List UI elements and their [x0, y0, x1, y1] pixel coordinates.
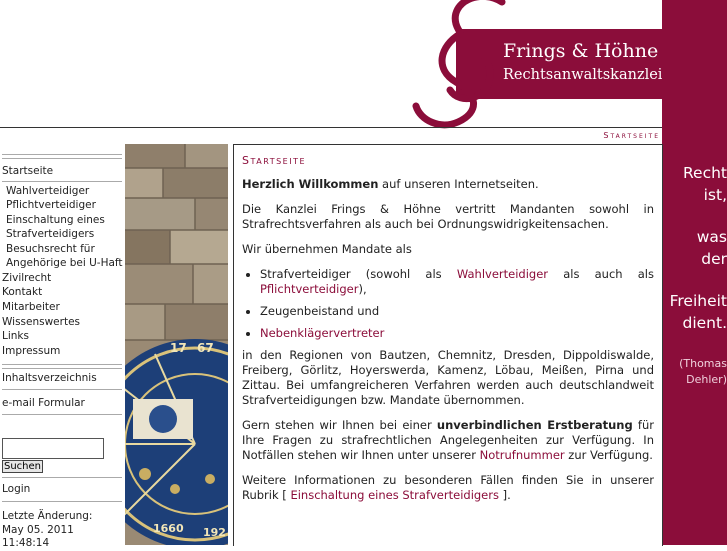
welcome-bold: Herzlich Willkommen: [242, 177, 379, 191]
sidebar-item-besuchsrecht-2[interactable]: Angehörige bei U-Haft: [6, 257, 123, 269]
list-item: [260, 267, 654, 297]
nebenklaegervertreter-link[interactable]: Nebenklägervertreter: [260, 326, 385, 340]
paragraph-text: Gern stehen wir Ihnen bei einer: [242, 418, 437, 432]
nav-divider: [2, 181, 122, 182]
paragraph-text: ].: [498, 488, 511, 502]
header-divider: [0, 127, 662, 128]
list-item: [260, 326, 654, 341]
quote-band: [662, 0, 727, 545]
last-change-time: 11:48:14: [2, 537, 50, 549]
sundial-photo: [125, 144, 228, 545]
search-input[interactable]: [2, 438, 104, 459]
sidebar-nav: [2, 146, 122, 415]
nav-divider: [2, 414, 122, 415]
quote-line: Freiheit: [669, 292, 727, 310]
welcome-paragraph: [242, 177, 654, 192]
firm-subtitle: Rechtsanwaltskanzlei: [503, 67, 663, 83]
quote-author-line: (Thomas: [679, 357, 727, 370]
sidebar-item-wahlverteidiger[interactable]: Wahlverteidiger: [6, 184, 90, 197]
nav-divider: [2, 477, 122, 478]
quote-text: [662, 163, 727, 334]
list-item-text: Strafverteidiger (sowohl als: [260, 267, 457, 281]
nav-divider: [2, 368, 122, 369]
paragraph-text: zur Verfügung.: [564, 448, 653, 462]
welcome-text: auf unseren Internetseiten.: [378, 177, 539, 191]
wahlverteidiger-link[interactable]: Wahlverteidiger: [456, 267, 549, 281]
sidebar-item-pflichtverteidiger[interactable]: Pflichtverteidiger: [6, 199, 96, 211]
quote-line: was: [696, 228, 727, 246]
quote-author-line: Dehler): [686, 373, 727, 386]
last-change-info: [2, 510, 92, 551]
quote-line: Recht: [682, 164, 727, 182]
breadcrumb[interactable]: Startseite: [603, 131, 660, 140]
list-item-text: ),: [358, 282, 367, 296]
pflichtverteidiger-link[interactable]: Pflichtverteidiger: [260, 282, 359, 296]
mandate-list: [242, 267, 654, 341]
quote-line: der: [701, 249, 727, 268]
section-sign-logo-icon: [410, 0, 510, 129]
notrufnummer-link[interactable]: Notrufnummer: [479, 448, 565, 462]
main-content: [233, 144, 663, 546]
login-link[interactable]: Login: [2, 483, 31, 495]
sidebar-item-links[interactable]: Links: [2, 330, 29, 343]
nav-divider: [2, 389, 122, 390]
list-item: • Zeugenbeistand und: [260, 304, 654, 319]
sidebar-item-einschaltung[interactable]: Einschaltung eines: [6, 213, 105, 226]
nav-divider: [2, 154, 122, 155]
page-title: Startseite: [242, 154, 307, 167]
paragraph-text: für Ihre Fragen zu strafrechtlichen Angelegenheiten zur Verfügung. In Notfällen stehen wir Ihnen unter unserer: [242, 418, 654, 462]
search-button[interactable]: Suchen: [4, 461, 42, 472]
sundial-year-bottom-right: 192: [203, 526, 226, 539]
consultation-paragraph: [242, 418, 654, 463]
nav-divider: [2, 501, 122, 502]
sidebar-item-impressum[interactable]: Impressum: [2, 345, 61, 358]
consultation-bold: unverbindlichen Erstberatung: [436, 418, 633, 432]
site-header: [0, 0, 662, 128]
last-change-date: May 05. 2011: [2, 523, 74, 536]
sundial-year-left: 17: [170, 341, 187, 355]
sidebar-item-mitarbeiter[interactable]: Mitarbeiter: [2, 300, 60, 313]
regions-paragraph: in den Regionen von Bautzen, Chemnitz, Dresden, Dippoldiswalde, Freiberg, Görlitz, Hoyerswerda, Kamenz, Löbau, Meißen, Pirna und Zittau. Bei umfangreicheren Verfahren werden auch deutschlandweit Strafverteidigungen bzw. Mandate übernommen.: [242, 348, 654, 407]
quote-author: [679, 356, 727, 388]
sidebar-item-zivilrecht[interactable]: Zivilrecht: [2, 271, 52, 284]
sidebar-item-kontakt[interactable]: Kontakt: [2, 286, 43, 299]
mandate-intro: Wir übernehmen Mandate als: [242, 242, 412, 256]
nav-divider: [2, 364, 122, 365]
sidebar-item-wissenswertes[interactable]: Wissenswertes: [2, 315, 81, 328]
quote-line: ist,: [703, 185, 727, 204]
sundial-year-bottom-left: 1660: [153, 522, 184, 535]
quote-line: dient.: [682, 313, 727, 332]
sidebar-item-inhaltsverzeichnis[interactable]: Inhaltsverzeichnis: [2, 371, 97, 384]
einschaltung-link[interactable]: Einschaltung eines Strafverteidigers: [290, 488, 499, 502]
more-info-paragraph: [242, 473, 654, 503]
last-change-label: Letzte Änderung:: [2, 510, 93, 522]
list-item-text: als auch als: [548, 267, 654, 281]
sundial-year-right: 67: [197, 341, 214, 355]
sidebar-item-startseite[interactable]: Startseite: [2, 165, 54, 177]
paragraph-text: Weitere Informationen zu besonderen Fällen finden Sie in unserer Rubrik [: [242, 473, 654, 502]
sidebar-item-einschaltung-2[interactable]: Strafverteidigers: [6, 228, 95, 240]
sidebar-item-email-formular[interactable]: e-mail Formular: [2, 396, 85, 409]
intro-paragraph: Die Kanzlei Frings & Höhne vertritt Mandanten sowohl in Strafrechtsverfahren als auch bei Ordnungswidrigkeitensachen.: [242, 202, 654, 231]
sidebar-item-besuchsrecht[interactable]: Besuchsrecht für: [6, 242, 95, 255]
firm-name: Frings & Höhne: [503, 40, 659, 62]
